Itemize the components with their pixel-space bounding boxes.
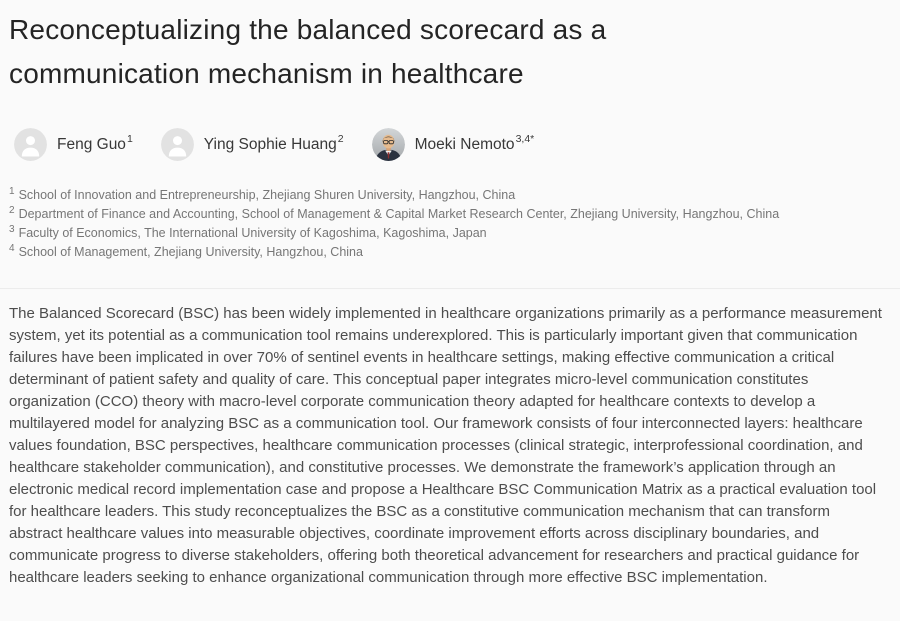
- author-photo: [372, 128, 405, 161]
- affiliation-text: Department of Finance and Accounting, School of Management & Capital Market Research Center, Zhejiang University, Hangzhou, China: [18, 207, 780, 221]
- author-superscript: 3,4*: [515, 133, 535, 146]
- author-name: [414, 133, 535, 154]
- author-name-text: Ying Sophie Huang: [203, 135, 337, 153]
- author-superscript: 1: [126, 133, 133, 146]
- affiliation-superscript: 2: [9, 204, 15, 216]
- section-divider: [0, 288, 900, 289]
- author-name-text: Moeki Nemoto: [414, 135, 515, 153]
- author-feng-guo[interactable]: [14, 128, 133, 161]
- affiliations-list: [9, 186, 779, 262]
- affiliation-text: School of Management, Zhejiang University, Hangzhou, China: [18, 245, 363, 259]
- affiliation-2: [9, 205, 779, 224]
- author-ying-sophie-huang[interactable]: [161, 128, 344, 161]
- affiliation-4: [9, 243, 779, 262]
- affiliation-superscript: 4: [9, 242, 15, 254]
- affiliation-text: School of Innovation and Entrepreneurship, Zhejiang Shuren University, Hangzhou, China: [18, 188, 516, 202]
- author-name: [57, 133, 133, 154]
- page-title: [9, 8, 606, 96]
- author-moeki-nemoto[interactable]: [372, 128, 535, 161]
- affiliation-superscript: 1: [9, 185, 15, 197]
- authors-row: [14, 128, 534, 161]
- abstract-paragraph: The Balanced Scorecard (BSC) has been widely implemented in healthcare organizations primarily as a performance measurement system, yet its potential as a communication tool remains underexplored. This is particularly important given that communication failures have been implicated in over 70% of sentinel events in healthcare settings, making effective communication a critical determinant of patient safety and quality of care. This conceptual paper integrates micro-level communication constitutes organization (CCO) theory with macro-level corporate communication theory adapted for healthcare contexts to develop a multilayered model for analyzing BSC as a communication tool. Our framework consists of four interconnected layers: healthcare values foundation, BSC perspectives, healthcare communication processes (clinical strategic, interprofessional coordination, and healthcare stakeholder communication), and constitutive processes. We demonstrate the framework’s application through an electronic medical record implementation case and propose a Healthcare BSC Communication Matrix as a practical evaluation tool for healthcare leaders. This study reconceptualizes the BSC as a constitutive communication mechanism that can transform abstract healthcare values into measurable objectives, coordinate improvement efforts across disciplinary boundaries, and communicate progress to diverse stakeholders, offering both theoretical advancement for researchers and practical guidance for healthcare leaders seeking to enhance organizational communication through more effective BSC implementation.: [9, 305, 882, 586]
- affiliation-1: [9, 186, 779, 205]
- author-name: [203, 133, 344, 154]
- affiliation-text: Faculty of Economics, The International University of Kagoshima, Kagoshima, Japan: [18, 226, 487, 240]
- page-title-line-2: communication mechanism in healthcare: [9, 58, 524, 89]
- author-name-text: Feng Guo: [57, 135, 126, 153]
- affiliation-superscript: 3: [9, 223, 15, 235]
- page-title-line-1: Reconceptualizing the balanced scorecard as a: [9, 14, 607, 45]
- affiliation-3: [9, 224, 779, 243]
- author-superscript: 2: [337, 133, 344, 146]
- avatar-placeholder-person-icon: [161, 128, 194, 161]
- avatar-placeholder-person-icon: [14, 128, 47, 161]
